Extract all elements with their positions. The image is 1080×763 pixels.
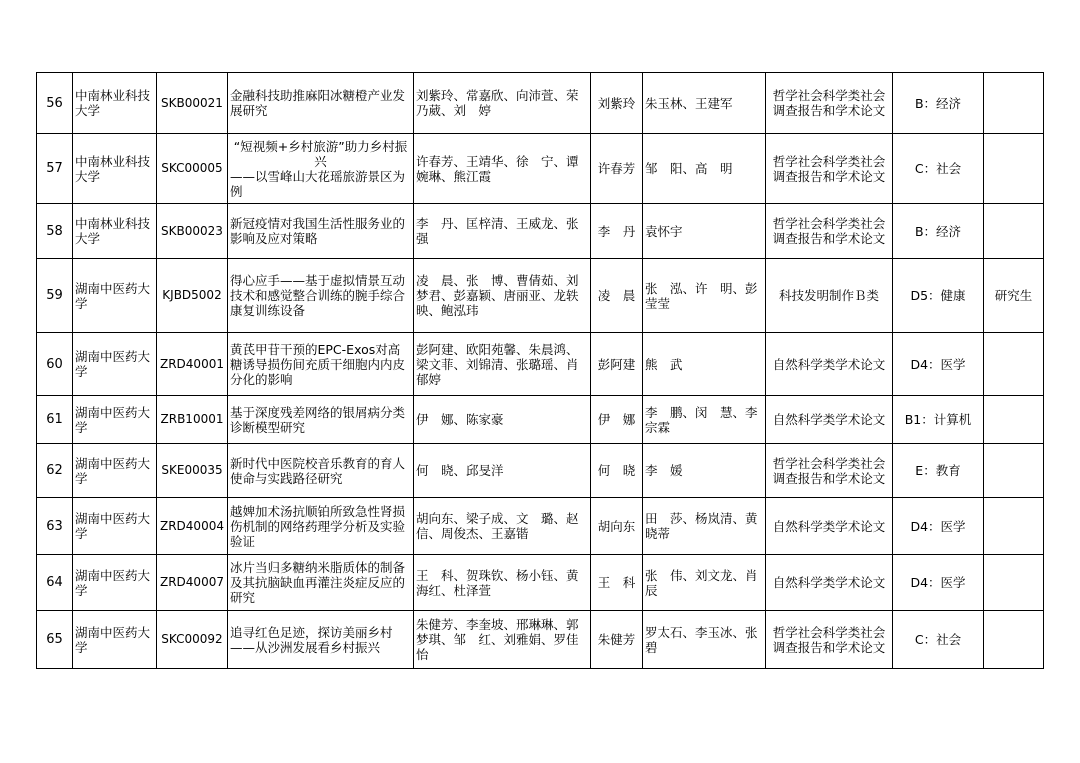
education-level	[984, 611, 1044, 669]
discipline-group: C：社会	[893, 611, 984, 669]
row-number: 61	[37, 396, 73, 444]
advisors: 熊 武	[643, 333, 766, 396]
row-number: 58	[37, 204, 73, 259]
advisors: 邹 阳、高 明	[643, 134, 766, 204]
table-row	[37, 396, 1044, 444]
team-leader: 胡向东	[591, 498, 643, 555]
work-category: 哲学社会科学类社会调查报告和学术论文	[766, 134, 893, 204]
discipline-group: E：教育	[893, 444, 984, 498]
work-category: 自然科学类学术论文	[766, 396, 893, 444]
row-number: 59	[37, 259, 73, 333]
project-code: SKC00005	[157, 134, 228, 204]
team-leader: 王 科	[591, 555, 643, 611]
project-title-line: 得心应手——基于虚拟情景互动技术和感觉整合训练的腕手综合康复训练设备	[230, 273, 406, 318]
row-number: 65	[37, 611, 73, 669]
project-title	[228, 134, 414, 204]
team-leader: 凌 晨	[591, 259, 643, 333]
project-code: KJBD5002	[157, 259, 228, 333]
project-title-line: 新冠疫情对我国生活性服务业的影响及应对策略	[230, 216, 406, 246]
discipline-group: B：经济	[893, 204, 984, 259]
row-number: 64	[37, 555, 73, 611]
work-category: 自然科学类学术论文	[766, 333, 893, 396]
project-code: ZRB10001	[157, 396, 228, 444]
discipline-group: D4：医学	[893, 555, 984, 611]
team-leader: 李 丹	[591, 204, 643, 259]
project-title-line: 追寻红色足迹，探访美丽乡村——从沙洲发展看乡村振兴	[230, 624, 393, 655]
team-leader: 刘紫玲	[591, 73, 643, 134]
work-category: 哲学社会科学类社会调查报告和学术论文	[766, 444, 893, 498]
row-number: 56	[37, 73, 73, 134]
school-name: 湖南中医药大学	[73, 259, 157, 333]
project-code: ZRD40007	[157, 555, 228, 611]
discipline-group: C：社会	[893, 134, 984, 204]
school-name: 湖南中医药大学	[73, 396, 157, 444]
project-code: SKE00035	[157, 444, 228, 498]
award-table	[36, 72, 1044, 669]
discipline-group: D4：医学	[893, 333, 984, 396]
project-title-line: 基于深度残差网络的银屑病分类诊断模型研究	[230, 404, 406, 435]
table-row	[37, 498, 1044, 555]
table-row	[37, 444, 1044, 498]
advisors: 罗太石、李玉冰、张 碧	[643, 611, 766, 669]
advisors: 朱玉林、王建军	[643, 73, 766, 134]
table-row	[37, 204, 1044, 259]
row-number: 63	[37, 498, 73, 555]
project-title-line: 越婢加术汤抗顺铂所致急性肾损伤机制的网络药理学分析及实验验证	[230, 503, 406, 549]
education-level	[984, 498, 1044, 555]
school-name: 中南林业科技大学	[73, 204, 157, 259]
school-name: 湖南中医药大学	[73, 555, 157, 611]
education-level: 研究生	[984, 259, 1044, 333]
table-row	[37, 73, 1044, 134]
row-number: 60	[37, 333, 73, 396]
project-title-line: 新时代中医院校音乐教育的育人使命与实践路径研究	[230, 455, 406, 486]
advisors: 张 伟、刘文龙、肖 辰	[643, 555, 766, 611]
school-name: 湖南中医药大学	[73, 444, 157, 498]
education-level	[984, 134, 1044, 204]
advisors: 袁怀宇	[643, 204, 766, 259]
team-members: 许春芳、王靖华、徐 宁、谭婉琳、熊江霞	[414, 134, 591, 204]
table-row	[37, 134, 1044, 204]
project-title-line: 金融科技助推麻阳冰糖橙产业发展研究	[230, 88, 406, 118]
work-category: 科技发明制作Ｂ类	[766, 259, 893, 333]
school-name: 中南林业科技大学	[73, 134, 157, 204]
work-category: 哲学社会科学类社会调查报告和学术论文	[766, 73, 893, 134]
team-leader: 朱健芳	[591, 611, 643, 669]
advisors: 李 媛	[643, 444, 766, 498]
project-title	[228, 498, 414, 555]
school-name: 中南林业科技大学	[73, 73, 157, 134]
advisors: 张 泓、许 明、彭莹莹	[643, 259, 766, 333]
school-name: 湖南中医药大学	[73, 611, 157, 669]
team-members: 王 科、贺珠钦、杨小钰、黄海红、杜泽萱	[414, 555, 591, 611]
discipline-group: D4：医学	[893, 498, 984, 555]
school-name: 湖南中医药大学	[73, 498, 157, 555]
project-title	[228, 555, 414, 611]
education-level	[984, 73, 1044, 134]
table-row	[37, 333, 1044, 396]
project-title-line: “短视频+乡村旅游”助力乡村振兴	[233, 138, 408, 169]
project-title	[228, 444, 414, 498]
advisors: 田 莎、杨岚清、黄晓蒂	[643, 498, 766, 555]
project-code: SKB00023	[157, 204, 228, 259]
project-code: ZRD40001	[157, 333, 228, 396]
project-title-line: ——以雪峰山大花瑶旅游景区为例	[230, 168, 406, 199]
discipline-group: B1：计算机	[893, 396, 984, 444]
education-level	[984, 396, 1044, 444]
education-level	[984, 444, 1044, 498]
team-leader: 何 晓	[591, 444, 643, 498]
team-members: 凌 晨、张 博、曹倩茹、刘梦君、彭嘉颖、唐丽亚、龙轶映、鲍泓玮	[414, 259, 591, 333]
row-number: 62	[37, 444, 73, 498]
table-row	[37, 259, 1044, 333]
project-title-line: 冰片当归多糖纳米脂质体的制备及其抗脑缺血再灌注炎症反应的研究	[230, 560, 406, 605]
work-category: 哲学社会科学类社会调查报告和学术论文	[766, 204, 893, 259]
project-title	[228, 73, 414, 134]
team-leader: 彭阿建	[591, 333, 643, 396]
project-title	[228, 204, 414, 259]
work-category: 哲学社会科学类社会调查报告和学术论文	[766, 611, 893, 669]
project-title	[228, 259, 414, 333]
table-row	[37, 555, 1044, 611]
team-leader: 许春芳	[591, 134, 643, 204]
team-members: 伊 娜、陈家豪	[414, 396, 591, 444]
table-row	[37, 611, 1044, 669]
work-category: 自然科学类学术论文	[766, 498, 893, 555]
education-level	[984, 333, 1044, 396]
team-leader: 伊 娜	[591, 396, 643, 444]
team-members: 李 丹、匡梓清、王威龙、张 强	[414, 204, 591, 259]
education-level	[984, 555, 1044, 611]
project-code: SKC00092	[157, 611, 228, 669]
advisors: 李 鹏、闵 慧、李宗霖	[643, 396, 766, 444]
discipline-group: D5：健康	[893, 259, 984, 333]
row-number: 57	[37, 134, 73, 204]
team-members: 刘紫玲、常嘉欣、向沛萱、荣乃葳、刘 婷	[414, 73, 591, 134]
team-members: 胡向东、梁子成、文 璐、赵 信、周俊杰、王嘉锴	[414, 498, 591, 555]
team-members: 彭阿建、欧阳苑馨、朱晨鸿、梁文菲、刘锦清、张璐瑶、肖郁婷	[414, 333, 591, 396]
education-level	[984, 204, 1044, 259]
project-title-line: 黄芪甲苷干预的EPC-Exos对高糖诱导损伤间充质干细胞内内皮分化的影响	[230, 341, 406, 387]
project-code: ZRD40004	[157, 498, 228, 555]
project-title	[228, 333, 414, 396]
school-name: 湖南中医药大学	[73, 333, 157, 396]
team-members: 何 晓、邱旻洋	[414, 444, 591, 498]
project-code: SKB00021	[157, 73, 228, 134]
team-members: 朱健芳、李奎坡、邢琳琳、郭梦琪、邹 红、刘雅娟、罗佳怡	[414, 611, 591, 669]
discipline-group: B：经济	[893, 73, 984, 134]
work-category: 自然科学类学术论文	[766, 555, 893, 611]
project-title	[228, 611, 414, 669]
project-title	[228, 396, 414, 444]
